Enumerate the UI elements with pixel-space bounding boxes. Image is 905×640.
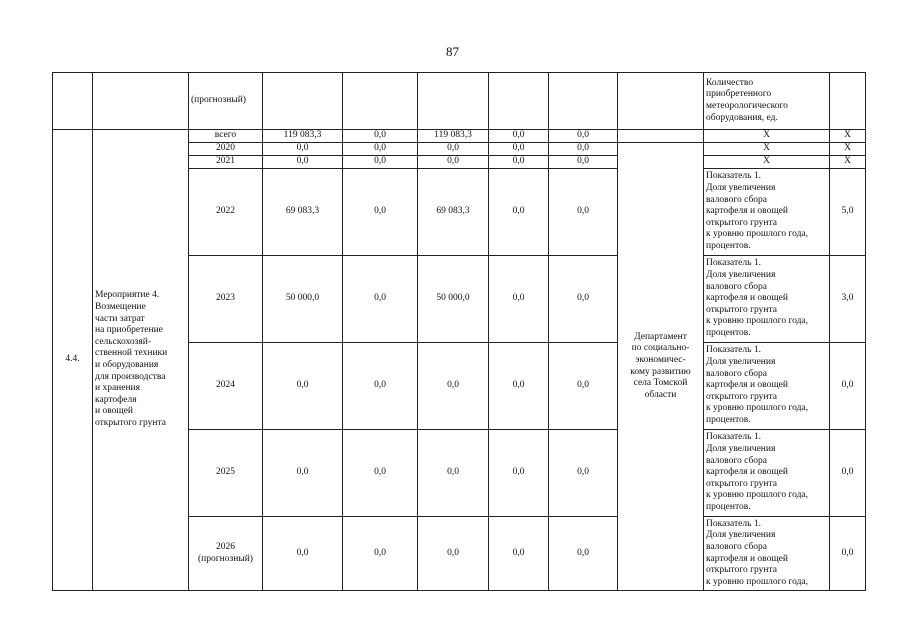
total-cell: 0,0 bbox=[263, 343, 343, 430]
total-cell: 69 083,3 bbox=[263, 169, 343, 256]
year-cell: 2024 bbox=[189, 343, 263, 430]
other-cell: 0,0 bbox=[549, 156, 618, 169]
federal-cell: 0,0 bbox=[343, 143, 418, 156]
federal-cell: 0,0 bbox=[343, 343, 418, 430]
indicator-value-cell: 3,0 bbox=[830, 256, 866, 343]
regional-cell: 0,0 bbox=[418, 143, 489, 156]
other-cell: 0,0 bbox=[549, 256, 618, 343]
other-cell: 0,0 bbox=[549, 169, 618, 256]
regional-cell: 69 083,3 bbox=[418, 169, 489, 256]
indicator-cell: Х bbox=[704, 156, 830, 169]
indicator-cell: Количество приобретенного метеорологического оборудования, ед. bbox=[704, 73, 830, 130]
year-cell: 2021 bbox=[189, 156, 263, 169]
year-cell: 2022 bbox=[189, 169, 263, 256]
local-cell: 0,0 bbox=[489, 169, 549, 256]
regional-cell: 0,0 bbox=[418, 343, 489, 430]
local-cell: 0,0 bbox=[489, 256, 549, 343]
page-number: 87 bbox=[446, 44, 459, 59]
indicator-cell: Показатель 1. Доля увеличения валового сбора картофеля и овощей открытого грунта к уровню прошлого года, процентов. bbox=[704, 430, 830, 517]
indicator-value-cell: Х bbox=[830, 156, 866, 169]
federal-cell: 0,0 bbox=[343, 430, 418, 517]
federal-cell: 0,0 bbox=[343, 256, 418, 343]
year-cell: (прогнозный) bbox=[189, 73, 263, 130]
other-cell: 0,0 bbox=[549, 143, 618, 156]
other-cell: 0,0 bbox=[549, 517, 618, 591]
indicator-value-cell: Х bbox=[830, 143, 866, 156]
local-cell: 0,0 bbox=[489, 517, 549, 591]
program-table bbox=[52, 72, 866, 591]
year-cell: всего bbox=[189, 130, 263, 143]
regional-cell: 119 083,3 bbox=[418, 130, 489, 143]
executor-cell bbox=[618, 130, 704, 143]
indicator-value-cell: Х bbox=[830, 130, 866, 143]
local-cell: 0,0 bbox=[489, 343, 549, 430]
year-cell: 2023 bbox=[189, 256, 263, 343]
federal-cell: 0,0 bbox=[343, 156, 418, 169]
federal-cell: 0,0 bbox=[343, 169, 418, 256]
total-cell: 0,0 bbox=[263, 143, 343, 156]
executor-cell: Департамент по социально- экономичес- кому развитию села Томской области bbox=[618, 143, 704, 591]
continuation-row bbox=[53, 73, 866, 130]
indicator-value-cell: 0,0 bbox=[830, 430, 866, 517]
total-cell: 119 083,3 bbox=[263, 130, 343, 143]
regional-cell: 0,0 bbox=[418, 430, 489, 517]
total-cell: 0,0 bbox=[263, 156, 343, 169]
regional-cell: 50 000,0 bbox=[418, 256, 489, 343]
measure-title-cell: Мероприятие 4. Возмещение части затрат на приобретение сельскохозяй- ственной техники и оборудования для производства и хранения картофеля и овощей открытого грунта bbox=[93, 130, 189, 591]
indicator-cell: Показатель 1. Доля увеличения валового сбора картофеля и овощей открытого грунта к уровню прошлого года, процентов. bbox=[704, 343, 830, 430]
other-cell: 0,0 bbox=[549, 343, 618, 430]
total-cell: 0,0 bbox=[263, 430, 343, 517]
measure-number-cell: 4.4. bbox=[53, 130, 93, 591]
indicator-cell: Показатель 1. Доля увеличения валового сбора картофеля и овощей открытого грунта к уровню прошлого года, процентов. bbox=[704, 169, 830, 256]
local-cell: 0,0 bbox=[489, 130, 549, 143]
local-cell: 0,0 bbox=[489, 156, 549, 169]
indicator-value-cell: 0,0 bbox=[830, 517, 866, 591]
total-cell: 50 000,0 bbox=[263, 256, 343, 343]
year-cell: 2025 bbox=[189, 430, 263, 517]
indicator-cell: Х bbox=[704, 130, 830, 143]
other-cell: 0,0 bbox=[549, 130, 618, 143]
year-cell: 2020 bbox=[189, 143, 263, 156]
indicator-cell: Х bbox=[704, 143, 830, 156]
indicator-value-cell: 0,0 bbox=[830, 343, 866, 430]
other-cell: 0,0 bbox=[549, 430, 618, 517]
regional-cell: 0,0 bbox=[418, 156, 489, 169]
local-cell: 0,0 bbox=[489, 430, 549, 517]
indicator-cell: Показатель 1. Доля увеличения валового сбора картофеля и овощей открытого грунта к уровню прошлого года, процентов. bbox=[704, 256, 830, 343]
total-cell: 0,0 bbox=[263, 517, 343, 591]
indicator-value-cell: 5,0 bbox=[830, 169, 866, 256]
regional-cell: 0,0 bbox=[418, 517, 489, 591]
indicator-cell: Показатель 1. Доля увеличения валового сбора картофеля и овощей открытого грунта к уровню прошлого года, bbox=[704, 517, 830, 591]
year-cell: 2026 (прогнозный) bbox=[189, 517, 263, 591]
federal-cell: 0,0 bbox=[343, 130, 418, 143]
table-row bbox=[53, 130, 866, 143]
local-cell: 0,0 bbox=[489, 143, 549, 156]
federal-cell: 0,0 bbox=[343, 517, 418, 591]
